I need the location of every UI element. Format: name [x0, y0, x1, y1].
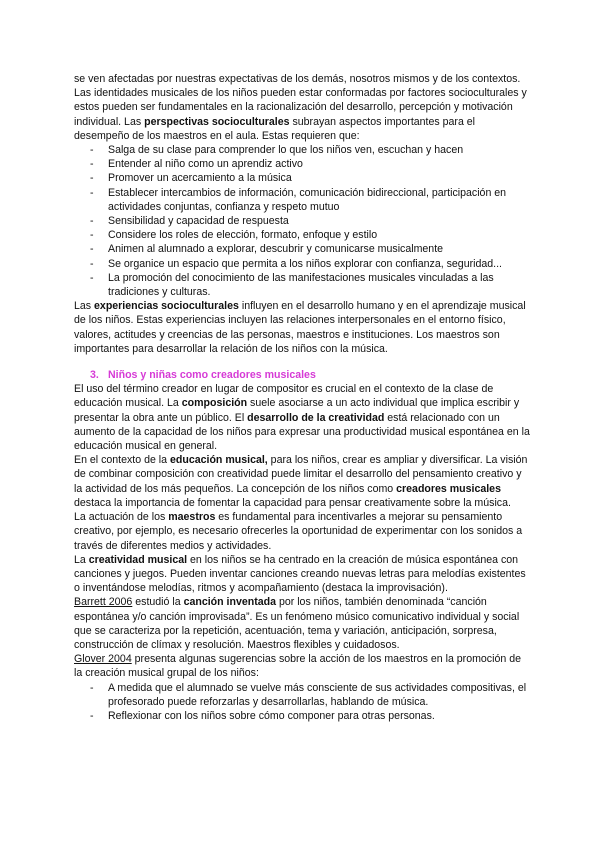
suggestions-list [74, 681, 530, 724]
list-item: - Animen al alumnado a explorar, descubrir y comunicarse musicalmente [74, 242, 530, 256]
list-item: - Salga de su clase para comprender lo que los niños ven, escuchan y hacen [74, 143, 530, 157]
bold-term: desarrollo de la creatividad [247, 411, 385, 424]
list-item: - Considere los roles de elección, formato, enfoque y estilo [74, 228, 530, 242]
section-heading [74, 368, 530, 382]
paragraph-barrett: Barrett 2006 estudió la canción inventada por los niños, también denominada “canción espontánea y/o canción improvisada”. Es un fenómeno músico comunicativo individual y social que se caracteriza por la repetición, acentuación, tema y variación, anticipación, sorpresa, construcción de clímax y resolución. Maestros flexibles y cuidadosos. [74, 596, 520, 651]
bold-term: creadores musicales [396, 482, 501, 495]
list-item: - A medida que el alumnado se vuelve más consciente de sus actividades compositivas, el profesorado puede reforzarlas y desarrollarlas, hablando de música. [74, 681, 530, 709]
bold-term: composición [181, 397, 248, 410]
list-item: - Promover un acercamiento a la música [74, 171, 530, 185]
paragraph-identities: se ven afectadas por nuestras expectativas de los demás, nosotros mismos y de los contextos. Las identidades musicales de los niños pueden estar conformadas por factores socioculturales y estos pueden ser fundamentales en la racionalización del desarrollo, percepción y motivación individual. Las perspectivas socioculturales subrayan aspectos importantes para el desempeño de los maestros en el aula. Estas requieren que: [74, 73, 527, 142]
list-item: - Reflexionar con los niños sobre cómo componer para otras personas. [74, 709, 530, 723]
list-item: - La promoción del conocimiento de las manifestaciones musicales vinculadas a las tradiciones y culturas. [74, 271, 530, 299]
bold-term: experiencias socioculturales [94, 300, 239, 313]
list-item: - Establecer intercambios de información, comunicación bidireccional, participación en actividades conjuntas, confianza y respeto mutuo [74, 186, 530, 214]
document-body [74, 72, 530, 723]
paragraph-music-education: En el contexto de la educación musical, para los niños, crear es ampliar y diversificar. La visión de combinar composición con creatividad puede limitar el desarrollo del pensamiento creativo y la actividad de los más pequeños. La concepción de los niños como creadores musicales destaca la importancia de fomentar la capacidad para pensar creativamente sobre la música. [74, 454, 528, 509]
paragraph-teachers-role: La actuación de los maestros es fundamental para incentivarles a mejorar su pensamiento creativo, por ejemplo, es necesario ofrecerles la oportunidad de experimentar con los sonidos a través de diferentes medios y actividades. [74, 511, 523, 552]
section-title: Niños y niñas como creadores musicales [108, 369, 316, 382]
citation-link[interactable]: Glover 2004 [74, 653, 132, 666]
list-item: - Sensibilidad y capacidad de respuesta [74, 214, 530, 228]
bold-term: maestros [168, 511, 216, 524]
section-number: 3. [90, 369, 99, 382]
citation-link[interactable]: Barrett 2006 [74, 596, 133, 609]
paragraph-creator-term: El uso del término creador en lugar de compositor es crucial en el contexto de la clase de educación musical. La composición suele asociarse a un acto individual que implica escribir y presentar la obra ante un público. El desarrollo de la creatividad está relacionado con un aumento de la capacidad de los niños para expresar una productividad musical espontánea en la educación musical en general. [74, 383, 530, 453]
bold-term: creatividad musical [88, 553, 188, 566]
paragraph-sociocultural-experiences: Las experiencias socioculturales influyen en el desarrollo humano y en el aprendizaje musical de los niños. Estas experiencias incluyen las relaciones interpersonales en el entorno físico, valores, actitudes y creencias de las personas, maestros e instituciones. Los maestros son importantes para desarrollar la relación de los niños con la música. [74, 300, 526, 355]
requirements-list [74, 143, 530, 299]
bold-term: perspectivas socioculturales [144, 115, 290, 128]
bold-term: canción inventada [183, 596, 276, 609]
paragraph-musical-creativity: La creatividad musical en los niños se ha centrado en la creación de música espontánea con canciones y juegos. Pueden inventar canciones creando nuevas letras para melodías existentes o inventándose melodías, ritmos y acompañamiento (destaca la improvisación). [74, 553, 526, 595]
bold-term: educación musical, [170, 454, 268, 467]
paragraph-glover: Glover 2004 presenta algunas sugerencias sobre la acción de los maestros en la promoción de la creación musical grupal de los niños: [74, 653, 521, 680]
list-item: - Se organice un espacio que permita a los niños explorar con confianza, seguridad... [74, 257, 530, 271]
list-item: - Entender al niño como un aprendiz activo [74, 157, 530, 171]
